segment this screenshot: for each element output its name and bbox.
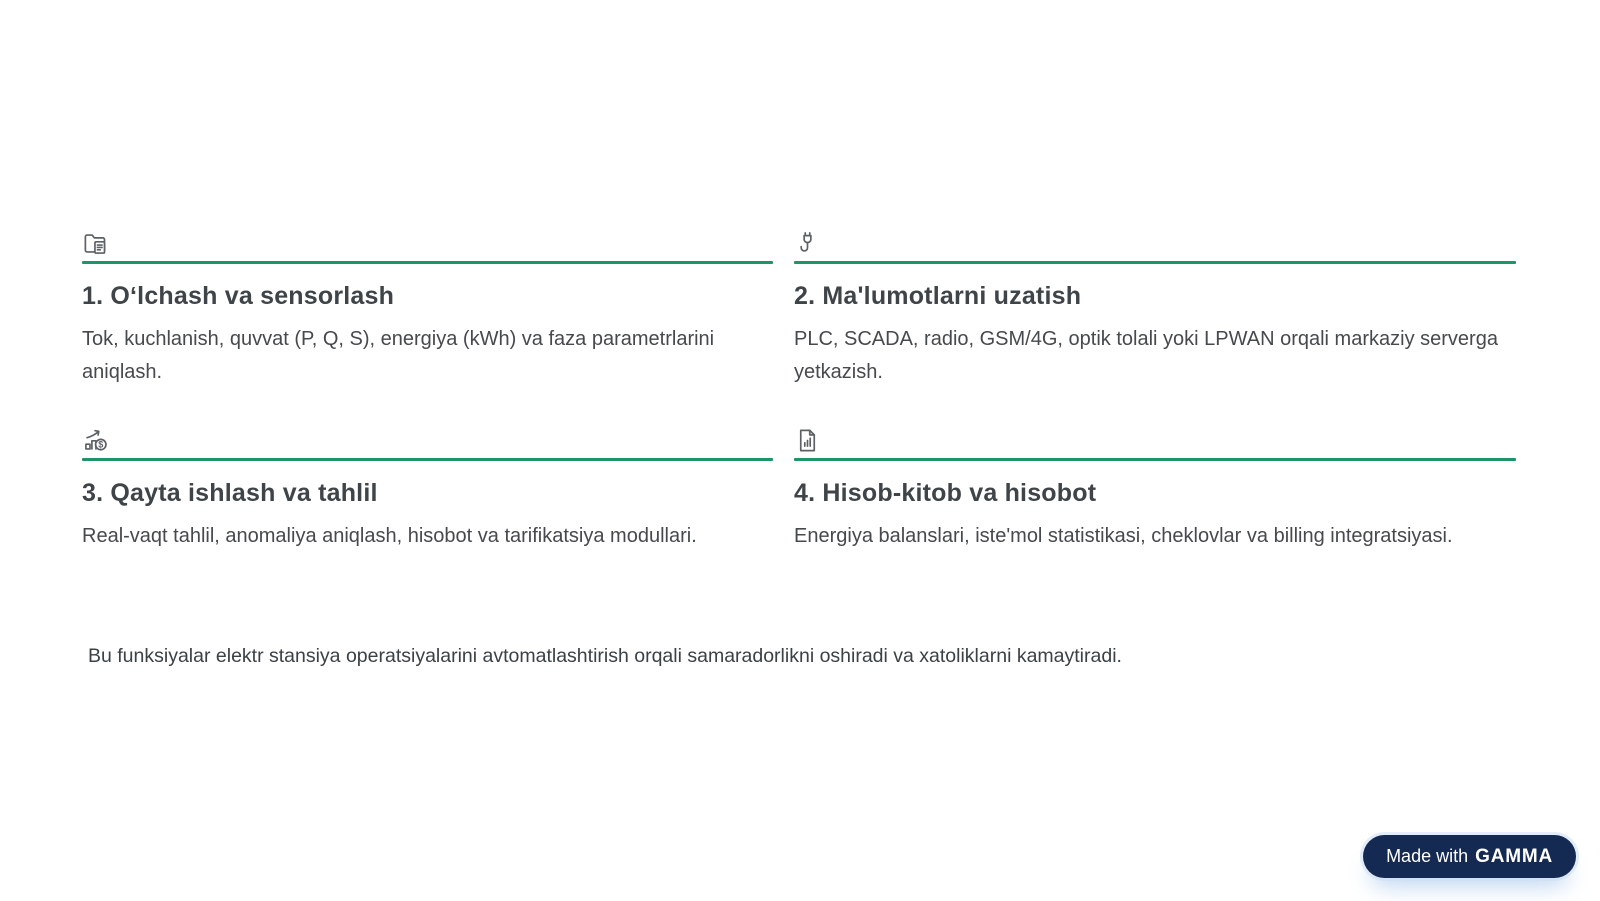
feature-card-2 bbox=[794, 230, 1516, 389]
card-title: 2. Ma'lumotlarni uzatish bbox=[794, 282, 1082, 310]
card-description: Tok, kuchlanish, quvvat (P, Q, S), energiya (kWh) va faza parametrlarini aniqlash. bbox=[82, 328, 715, 383]
feature-card-1 bbox=[82, 230, 773, 389]
accent-divider bbox=[794, 261, 1516, 264]
card-description: PLC, SCADA, radio, GSM/4G, optik tolali yoki LPWAN orqali markaziy serverga yetkazish. bbox=[794, 328, 1498, 383]
plug-icon bbox=[794, 230, 821, 257]
card-title: 4. Hisob-kitob va hisobot bbox=[794, 479, 1097, 507]
feature-grid bbox=[82, 230, 1516, 553]
card-title: 3. Qayta ishlash va tahlil bbox=[82, 479, 378, 507]
made-with-gamma-badge[interactable] bbox=[1363, 835, 1576, 878]
accent-divider bbox=[82, 261, 773, 264]
document-chart-icon bbox=[794, 427, 821, 454]
gamma-logo: GAMMA bbox=[1475, 845, 1553, 867]
feature-card-3 bbox=[82, 427, 773, 553]
feature-card-4 bbox=[794, 427, 1516, 553]
card-description: Real-vaqt tahlil, anomaliya aniqlash, hisobot va tarifikatsiya modullari. bbox=[82, 525, 697, 547]
folder-file-icon bbox=[82, 230, 109, 257]
svg-text:$: $ bbox=[98, 439, 104, 450]
badge-prefix: Made with bbox=[1386, 846, 1469, 866]
accent-divider bbox=[82, 458, 773, 461]
footnote-text: Bu funksiyalar elektr stansiya operatsiyalarini avtomatlashtirish orqali samaradorlikni oshiradi va xatoliklarni kamaytiradi. bbox=[88, 644, 1122, 667]
card-title: 1. Oʻlchash va sensorlash bbox=[82, 282, 395, 310]
card-description: Energiya balanslari, iste'mol statistikasi, cheklovlar va billing integratsiyasi. bbox=[794, 525, 1453, 547]
chart-increase-coin-icon bbox=[82, 427, 109, 454]
accent-divider bbox=[794, 458, 1516, 461]
